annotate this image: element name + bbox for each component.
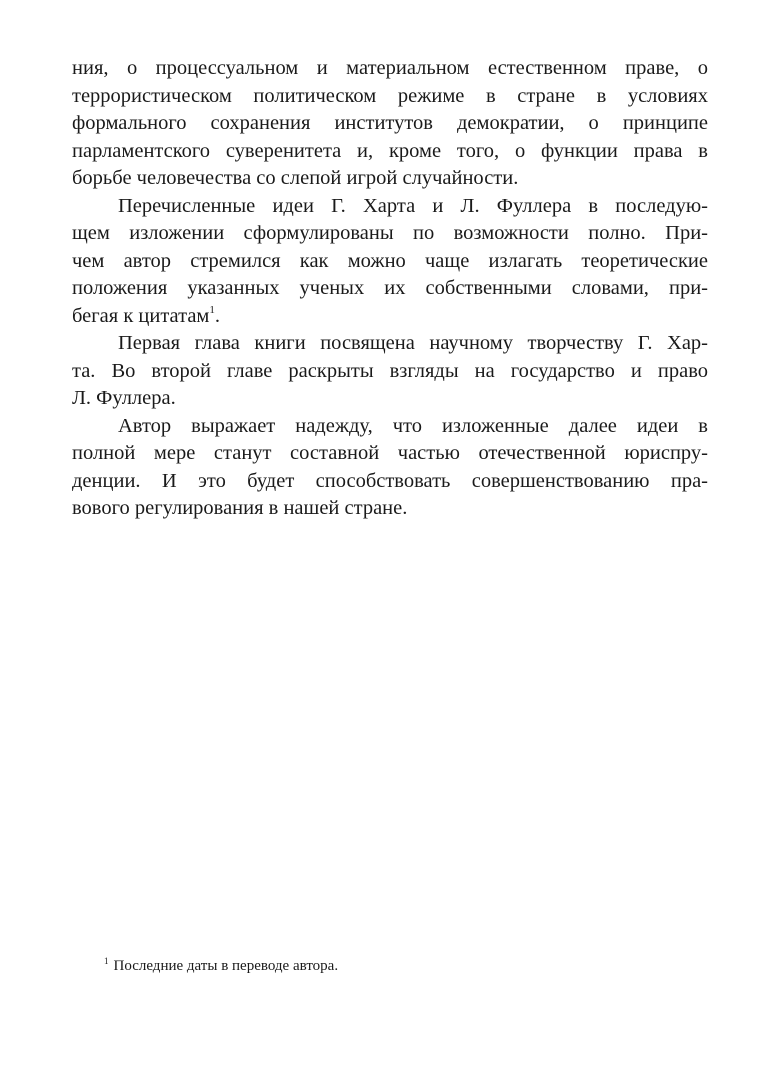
text-line: та. Во второй главе раскрыты взгляды на государство и право <box>72 359 708 382</box>
text-line-content: бегая к цитатам <box>72 304 210 327</box>
footnote-mark: 1 <box>104 956 109 966</box>
text-line: борьбе человечества со слепой игрой случайности. <box>72 167 519 189</box>
text-line: террористическом политическом режиме в стране в условиях <box>72 84 708 107</box>
paragraph-continuation <box>72 55 708 193</box>
text-line: положения указанных ученых их собственными словами, при- <box>72 277 708 299</box>
footnote-reference: 1 <box>209 303 215 316</box>
text-line: ния, о процессуальном и материальном естественном праве, о <box>72 57 708 79</box>
text-line: денции. И это будет способствовать совершенствованию пра- <box>72 469 708 492</box>
text-line: Перечисленные идеи Г. Харта и Л. Фуллера в последую- <box>118 194 708 217</box>
paragraph-ideas <box>72 193 708 331</box>
text-line: Л. Фуллера. <box>72 387 176 409</box>
text-line: Первая глава книги посвящена научному творчеству Г. Хар- <box>118 332 708 354</box>
text-line: вового регулирования в нашей стране. <box>72 497 408 519</box>
paragraph-chapters <box>72 330 708 413</box>
period: . <box>214 304 221 327</box>
paragraph-hope <box>72 413 708 523</box>
text-line-with-footnote <box>72 303 708 331</box>
main-text <box>72 55 708 523</box>
text-line: парламентского суверенитета и, кроме того, о функции права в <box>72 139 708 162</box>
footnote <box>104 957 338 975</box>
text-line: полной мере станут составной частью отечественной юриспру- <box>72 442 708 464</box>
text-line: щем изложении сформулированы по возможности полно. При- <box>72 222 708 244</box>
text-line: формального сохранения институтов демократии, о принципе <box>72 112 708 134</box>
footnote-text: Последние даты в переводе автора. <box>113 958 339 974</box>
text-line: Автор выражает надежду, что изложенные далее идеи в <box>118 414 708 437</box>
text-line: чем автор стремился как можно чаще излагать теоретические <box>72 249 708 272</box>
